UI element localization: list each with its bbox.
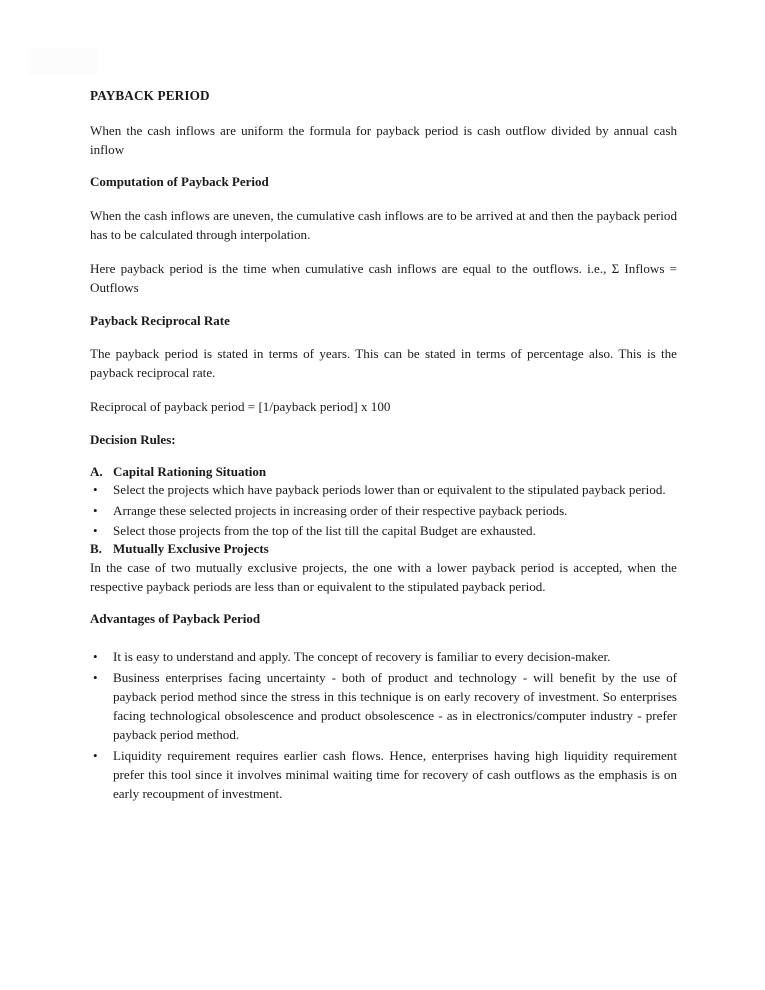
section-heading-reciprocal-rate: Payback Reciprocal Rate: [90, 312, 230, 328]
list-item-text: Business enterprises facing uncertainty - both of product and technology - will benefit by the use of payback period method since the stress in this technique is on early recovery of investment. So enterprises facing technological obsolescence and product obsolescence - as in electronics/computer industry - prefer payback period method.: [113, 669, 677, 743]
list-item: [90, 746, 677, 804]
list-item: [90, 501, 677, 520]
list-item-text: Arrange these selected projects in increasing order of their respective payback periods.: [113, 502, 568, 518]
bullet-icon: •: [93, 649, 98, 665]
rule-b-marker: B.: [90, 541, 102, 557]
section-heading-advantages: Advantages of Payback Period: [90, 611, 261, 627]
equality-paragraph: Here payback period is the time when cumulative cash inflows are equal to the outflows. i.e., Σ Inflows = Outflows: [90, 261, 677, 296]
section-heading-decision-rules: Decision Rules:: [90, 431, 176, 447]
list-item: [90, 647, 677, 666]
advantages-bullet-list: [90, 647, 677, 803]
bullet-icon: •: [93, 669, 98, 685]
rule-a-bullet-list: [90, 480, 677, 540]
page-title: PAYBACK PERIOD: [90, 88, 210, 103]
bullet-icon: •: [93, 522, 98, 538]
rule-item-a: [90, 463, 677, 481]
list-item: [90, 521, 677, 540]
list-item: [90, 480, 677, 499]
rule-item-b: [90, 540, 677, 558]
rule-b-paragraph: In the case of two mutually exclusive projects, the one with a lower payback period is accepted, when the respective payback periods are less than or equivalent to the stipulated payback period.: [90, 559, 677, 594]
rule-a-title: Capital Rationing Situation: [113, 463, 267, 479]
intro-paragraph: When the cash inflows are uniform the formula for payback period is cash outflow divided by annual cash inflow: [90, 123, 677, 158]
list-item-text: Liquidity requirement requires earlier cash flows. Hence, enterprises having high liquidity requirement prefer this tool since it involves minimal waiting time for recovery of cash outflows as the emphasis is on early recoupment of investment.: [113, 747, 677, 802]
list-item: [90, 668, 677, 745]
document-body: [90, 88, 677, 803]
bullet-icon: •: [93, 747, 98, 763]
bullet-icon: •: [93, 502, 98, 518]
computation-paragraph: When the cash inflows are uneven, the cumulative cash inflows are to be arrived at and then the payback period has to be calculated through interpolation.: [90, 207, 677, 242]
scan-artifact: [28, 48, 98, 74]
rule-a-marker: A.: [90, 463, 103, 479]
section-heading-computation: Computation of Payback Period: [90, 174, 269, 190]
reciprocal-paragraph: The payback period is stated in terms of years. This can be stated in terms of percentage also. This is the payback reciprocal rate.: [90, 345, 677, 381]
reciprocal-formula: Reciprocal of payback period = [1/payback period] x 100: [90, 399, 391, 415]
list-item-text: It is easy to understand and apply. The concept of recovery is familiar to every decision-maker.: [113, 649, 611, 665]
list-item-text: Select those projects from the top of the list till the capital Budget are exhausted.: [113, 522, 536, 538]
bullet-icon: •: [93, 482, 98, 498]
list-item-text: Select the projects which have payback periods lower than or equivalent to the stipulated payback period.: [113, 482, 666, 498]
rule-b-title: Mutually Exclusive Projects: [113, 541, 269, 557]
